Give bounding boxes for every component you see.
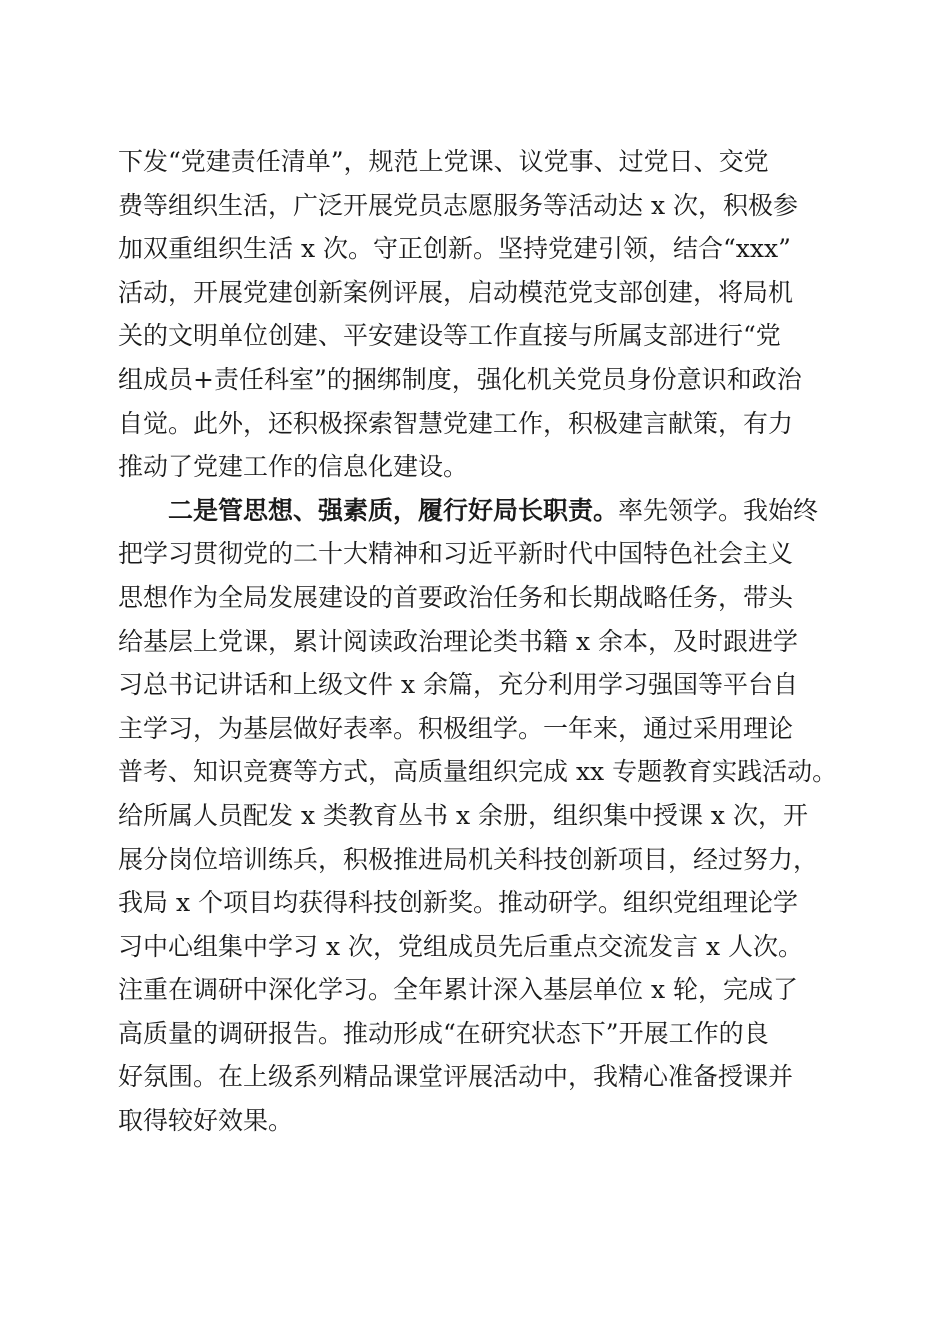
paragraph-thought-quality [118, 489, 838, 1143]
paragraph-first-line [118, 489, 838, 533]
text-line: 习中心组集中学习 x 次，党组成员先后重点交流发言 x 人次。 [118, 931, 803, 961]
text-line: 组成员+责任科室”的捆绑制度，强化机关党员身份意识和政治 [118, 364, 802, 394]
text-line: 把学习贯彻党的二十大精神和习近平新时代中国特色社会主义 [118, 539, 794, 569]
text-line: 关的文明单位创建、平安建设等工作直接与所属支部进行“党 [118, 321, 781, 351]
text-line: 普考、知识竞赛等方式，高质量组织完成 xx 专题教育实践活动。 [118, 757, 838, 787]
text-line: 活动，开展党建创新案例评展，启动模范党支部创建，将局机 [118, 277, 794, 307]
text-line: 我局 x 个项目均获得科技创新奖。推动研学。组织党组理论学 [118, 888, 798, 918]
text-line: 展分岗位培训练兵，积极推进局机关科技创新项目，经过努力， [118, 844, 819, 874]
text-run: 率先领学。我始终 [618, 495, 819, 525]
text-line: 给所属人员配发 x 类教育丛书 x 余册，组织集中授课 x 次，开 [118, 800, 808, 830]
text-line: 注重在调研中深化学习。全年累计深入基层单位 x 轮，完成了 [118, 975, 798, 1005]
text-line: 给基层上党课，累计阅读政治理论类书籍 x 余本，及时跟进学 [118, 626, 798, 656]
text-line: 主学习，为基层做好表率。积极组学。一年来，通过采用理论 [118, 713, 794, 743]
text-line: 习总书记讲话和上级文件 x 余篇，充分利用学习强国等平台自 [118, 670, 798, 700]
text-line: 推动了党建工作的信息化建设。 [118, 452, 469, 482]
text-line: 高质量的调研报告。推动形成“在研究状态下”开展工作的良 [118, 1018, 769, 1048]
text-line: 下发“党建责任清单”，规范上党课、议党事、过党日、交党 [118, 147, 769, 176]
document-body [118, 140, 838, 1143]
text-line: 自觉。此外，还积极探索智慧党建工作，积极建言献策，有力 [118, 408, 794, 438]
text-line: 好氛围。在上级系列精品课堂评展活动中，我精心准备授课并 [118, 1062, 794, 1092]
text-line: 加双重组织生活 x 次。守正创新。坚持党建引领，结合“xxx” [118, 234, 791, 264]
paragraph-party-building [118, 140, 838, 489]
text-line: 费等组织生活，广泛开展党员志愿服务等活动达 x 次，积极参 [118, 190, 798, 220]
text-line: 取得较好效果。 [118, 1106, 294, 1136]
section-heading: 二是管思想、强素质，履行好局长职责。 [168, 495, 619, 525]
text-line: 思想作为全局发展建设的首要政治任务和长期战略任务，带头 [118, 582, 794, 612]
